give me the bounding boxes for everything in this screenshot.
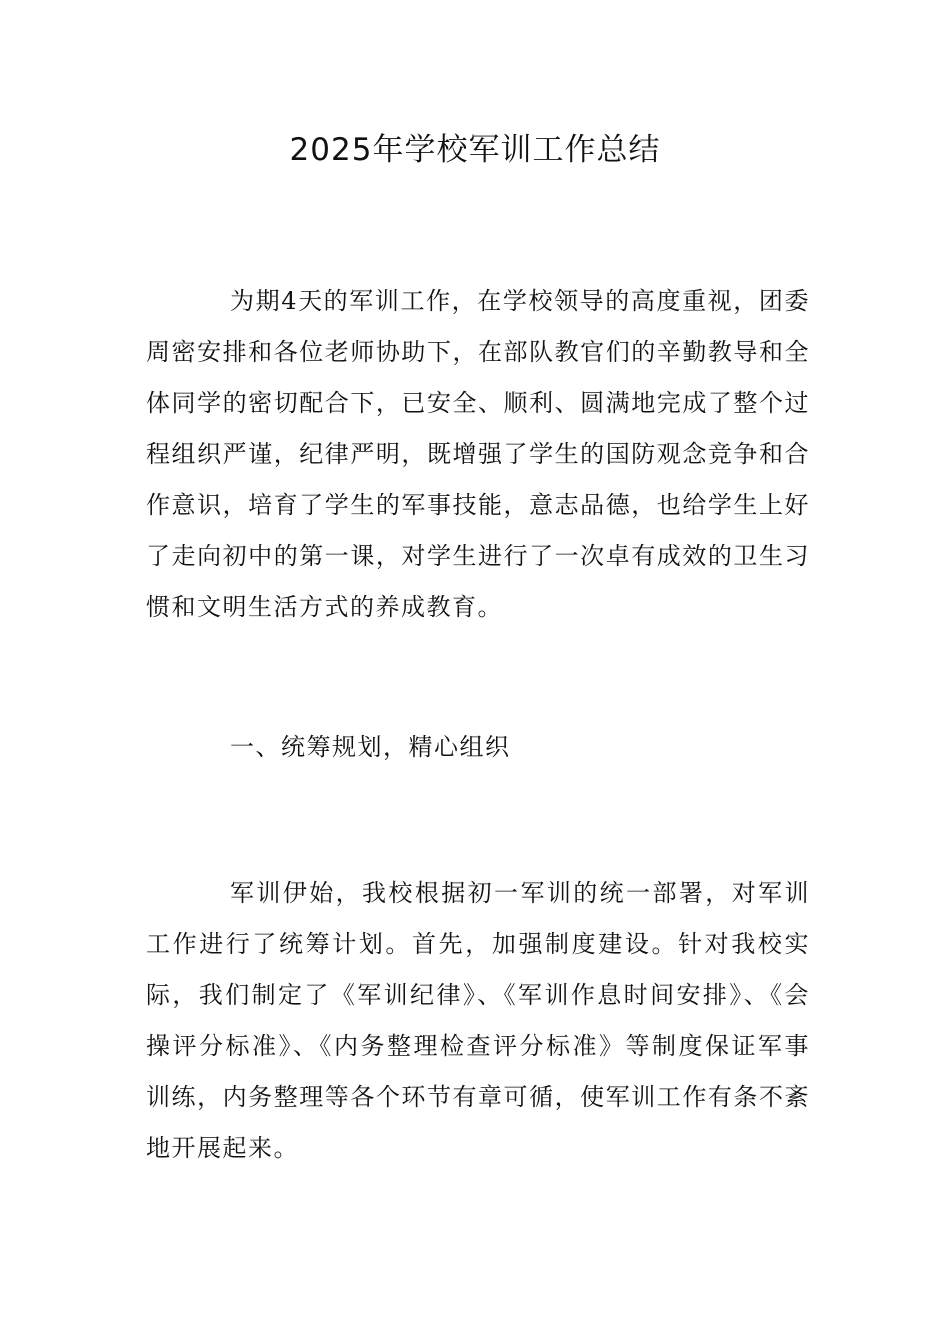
document-title: 2025年学校军训工作总结 xyxy=(289,132,661,168)
intro-paragraph: 为期4天的军训工作，在学校领导的高度重视，团委周密安排和各位老师协助下，在部队教官们的辛勤教导和全体同学的密切配合下，已安全、顺利、圆满地完成了整个过程组织严谨，纪律严明，既增强了学生的国防观念竞争和合作意识，培育了学生的军事技能，意志品德，也给学生上好了走向初中的第一课，对学生进行了一次卓有成效的卫生习惯和文明生活方式的养成教育。 xyxy=(146,287,810,621)
section-heading: 一、统筹规划，精心组织 xyxy=(230,733,511,761)
body-paragraph: 军训伊始，我校根据初一军训的统一部署，对军训工作进行了统筹计划。首先，加强制度建设。针对我校实际，我们制定了《军训纪律》、《军训作息时间安排》、《会操评分标准》、《内务整理检查评分标准》等制度保证军事训练，内务整理等各个环节有章可循，使军训工作有条不紊地开展起来。 xyxy=(146,879,810,1162)
